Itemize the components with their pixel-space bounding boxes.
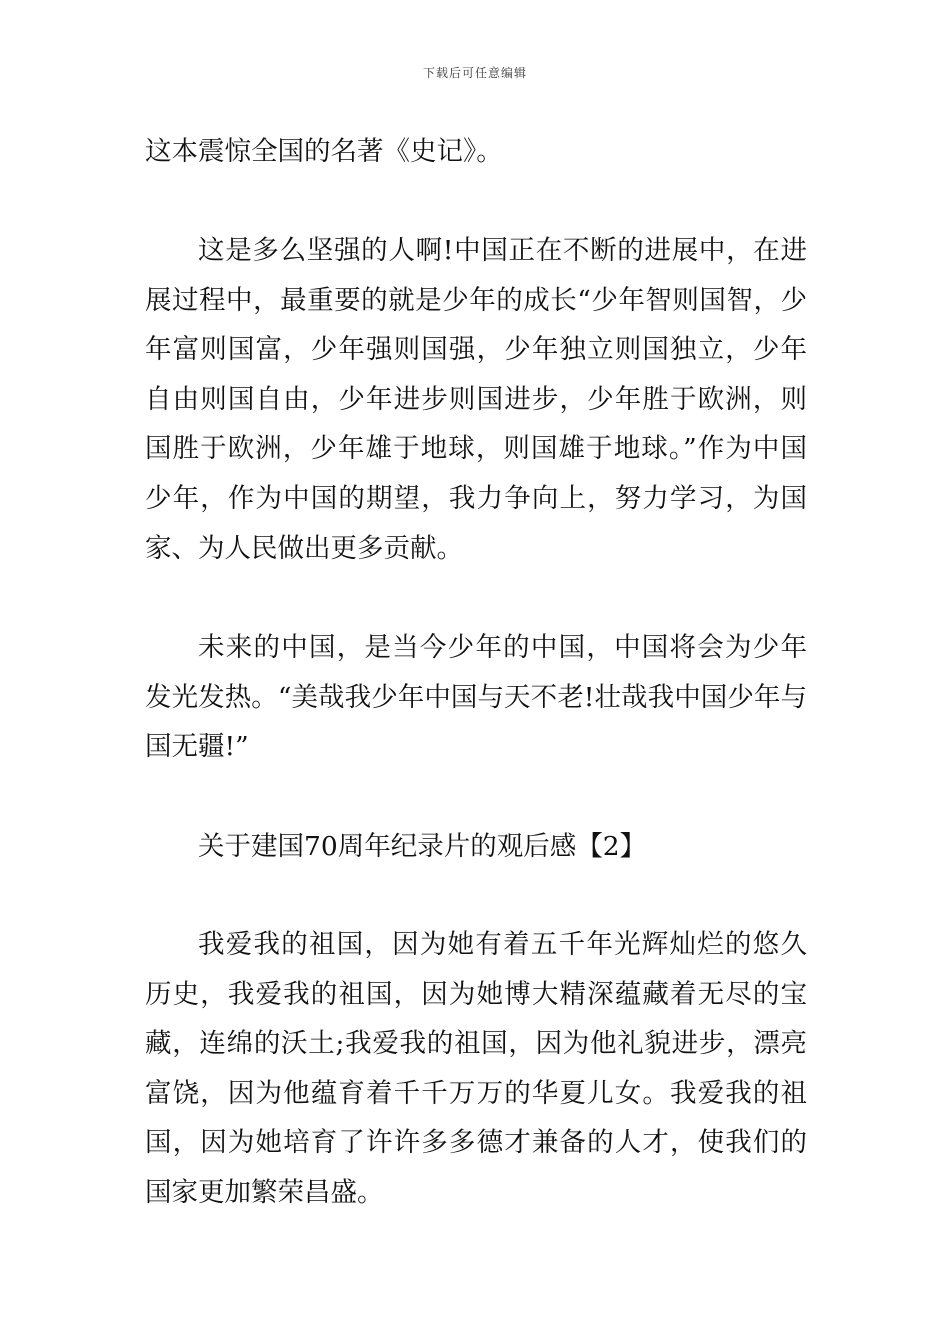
paragraph-chinese-youth: 这是多么坚强的人啊!中国正在不断的进展中，在进展过程中，最重要的就是少年的成长“少年智则国智，少年富则国富，少年强则国强，少年独立则国独立，少年自由则国自由，少年进步则国进步，少年胜于欧洲，则国胜于欧洲，少年雄于地球，则国雄于地球。”作为中国少年，作为中国的期望，我力争向上，努力学习，为国家、为人民做出更多贡献。 [145,235,807,564]
section-heading: 关于建国70周年纪录片的观后感【2】 [198,831,647,862]
paragraph-future-china: 未来的中国，是当今少年的中国，中国将会为少年发光发热。“美哉我少年中国与天不老!壮哉我中国少年与国无疆!” [145,632,807,763]
paragraph-continuation: 这本震惊全国的名著《史记》。 [145,136,503,167]
paragraph-love-motherland: 我爱我的祖国，因为她有着五千年光辉灿烂的悠久历史，我爱我的祖国，因为她博大精深蕴藏着无尽的宝藏，连绵的沃土;我爱我的祖国，因为他礼貌进步，漂亮富饶，因为他蕴育着千千万万的华夏儿女。我爱我的祖国，因为她培育了许许多多德才兼备的人才，使我们的国家更加繁荣昌盛。 [145,929,807,1208]
page-header: 下载后可任意编辑 [422,66,527,80]
